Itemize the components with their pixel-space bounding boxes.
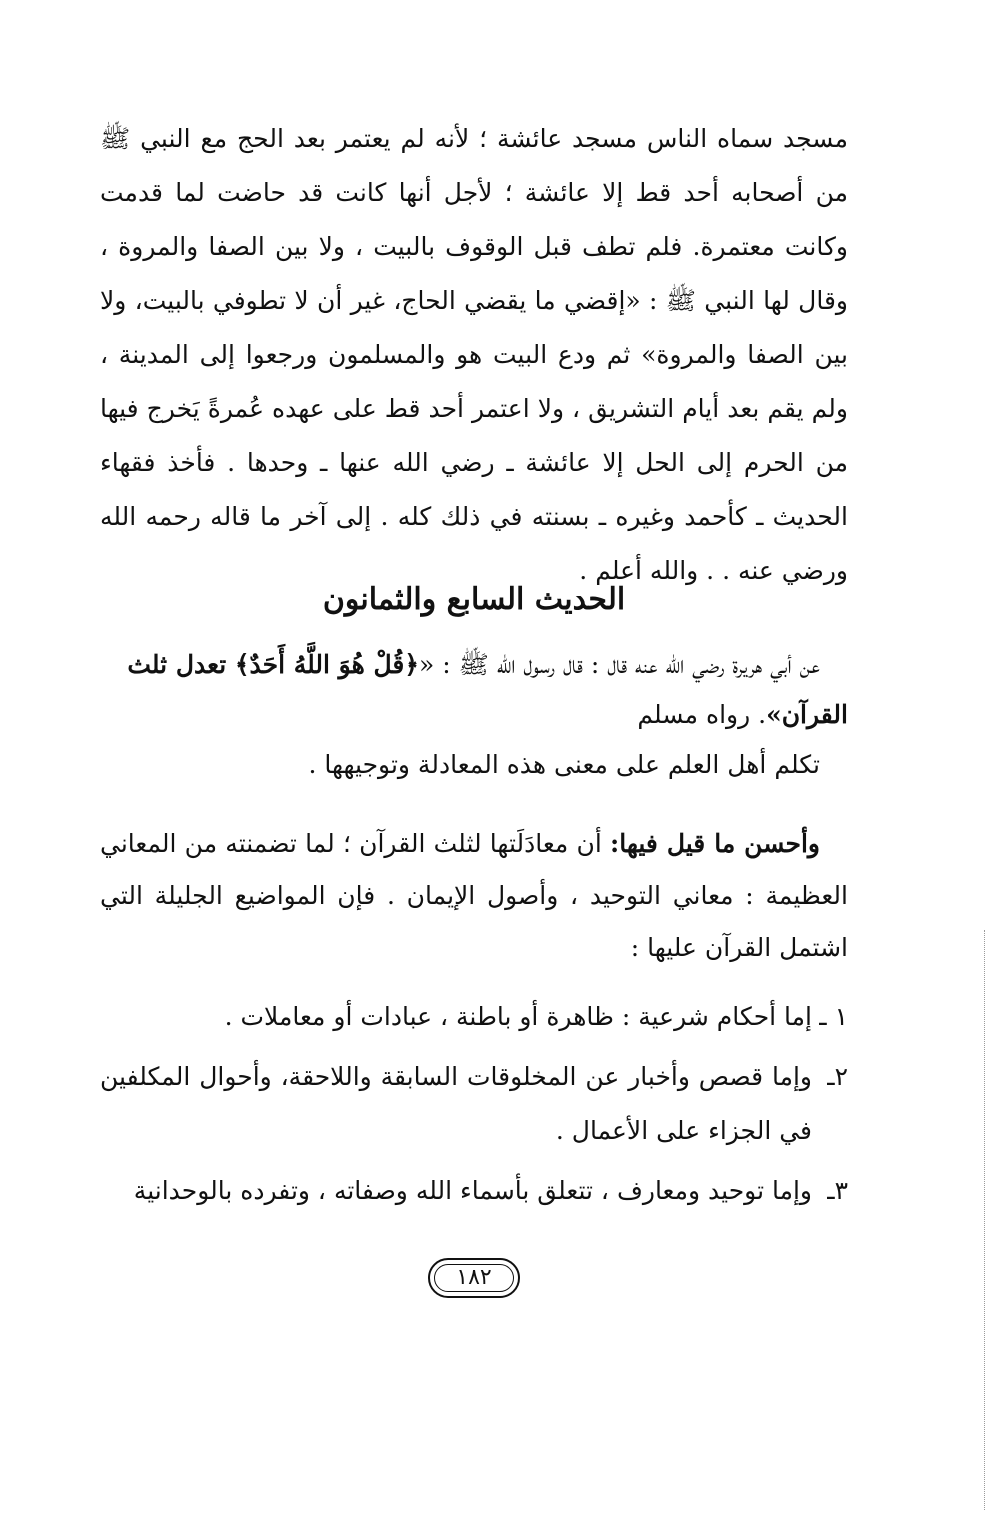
section-heading: الحديث السابع والثمانون (322, 582, 626, 617)
hadith-quote: ﴿قُلْ هُوَ اللَّهُ أَحَدٌ﴾ تعدل ثلث القرآن» (127, 650, 848, 729)
hadith-text (100, 640, 848, 740)
topics-list (100, 990, 848, 1224)
continued-paragraph: مسجد سماه الناس مسجد عائشة ؛ لأنه لم يعتمر بعد الحج مع النبي ﷺ من أصحابه أحد قط إلا عائشة ؛ لأجل أنها كانت قد حاضت لما قدمت وكانت معتمرة. فلم تطف قبل الوقوف بالبيت ، ولا بين الصفا والمروة ، وقال لها النبي ﷺ : «إقضي ما يقضي الحاج، غير أن لا تطوفي بالبيت، ولا بين الصفا والمروة» ثم ودع البيت هو والمسلمون ورجعوا إلى المدينة ، ولم يقم بعد أيام التشريق ، ولا اعتمر أحد قط على عهده عُمرةً يَخرج فيها من الحرم إلى الحل إلا عائشة ـ رضي الله عنها ـ وحدها . فأخذ فقهاء الحديث ـ كأحمد وغيره ـ بسنته في ذلك كله . إلى آخر ما قاله رحمه الله ورضي عنه . . والله أعلم . (100, 124, 848, 585)
list-item-text: إما أحكام شرعية : ظاهرة أو باطنة ، عبادات أو معاملات . (224, 1002, 812, 1031)
explanation-intro: وأحسن ما قيل فيها: (610, 829, 820, 858)
list-item (100, 1050, 848, 1158)
hadith-intro: عن أبي هريرة رضي الله عنه قال : قال رسول الله ﷺ : « (419, 650, 820, 679)
page-number-inner-ring (434, 1264, 514, 1292)
list-item-number: ٢ـ (827, 1062, 848, 1091)
list-item-text: وإما قصص وأخبار عن المخلوقات السابقة واللاحقة، وأحوال المكلفين في الجزاء على الأعمال . (100, 1062, 812, 1145)
page-number: ١٨٢ (456, 1265, 492, 1290)
list-item (100, 990, 848, 1044)
explanation-body: أن معادَلَتها لثلث القرآن ؛ لما تضمنته من المعاني العظيمة : معاني التوحيد ، وأصول الإيمان . فإن المواضيع الجليلة التي اشتمل القرآن عليها : (100, 829, 848, 962)
list-item-number: ٣ـ (827, 1176, 848, 1205)
commentary-paragraph: تكلم أهل العلم على معنى هذه المعادلة وتوجيهها . (308, 750, 820, 779)
list-item (100, 1164, 848, 1218)
list-item-text: وإما توحيد ومعارف ، تتعلق بأسماء الله وصفاته ، وتفرده بالوحدانية (133, 1176, 812, 1205)
scan-edge-marks (984, 930, 989, 1510)
hadith-source: . رواه مسلم (637, 700, 767, 729)
explanation-paragraph (100, 818, 848, 974)
list-item-number: ١ ـ (819, 1002, 848, 1031)
page-number-badge (428, 1258, 520, 1298)
